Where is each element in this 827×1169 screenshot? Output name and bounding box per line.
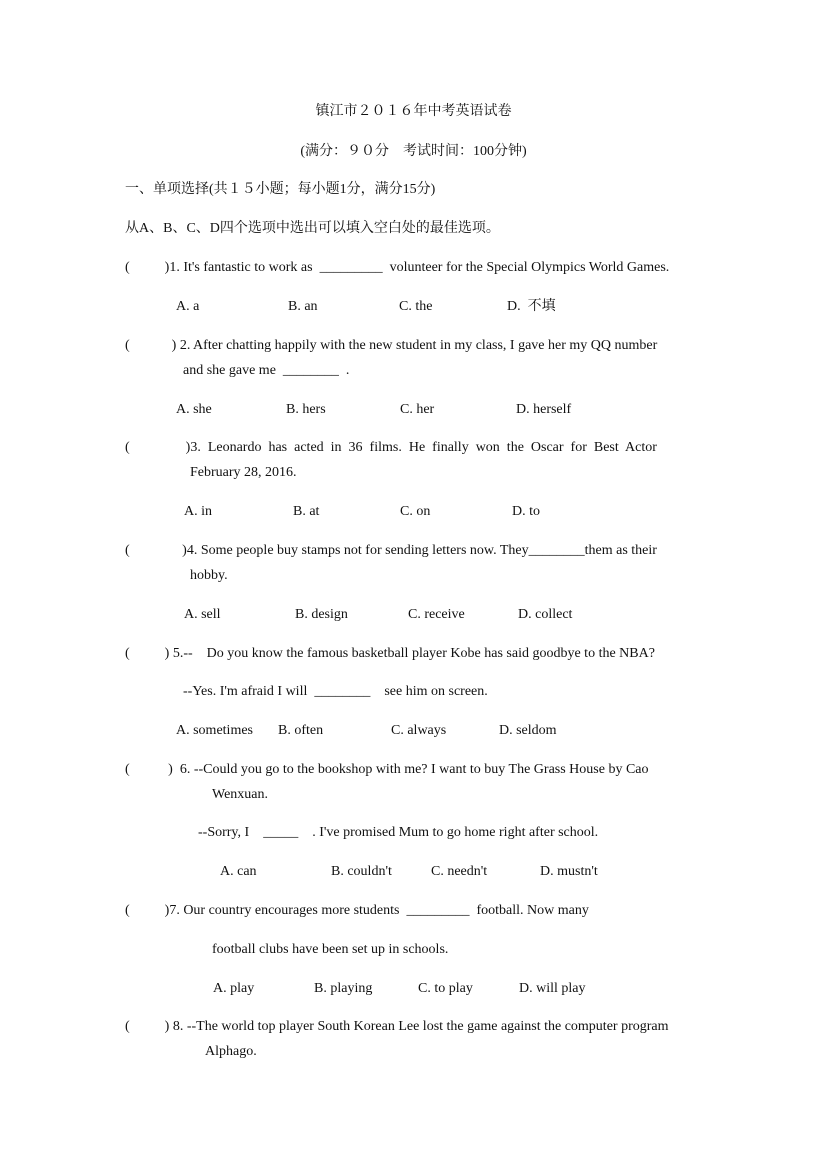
question-2-option-b: B. hers — [286, 402, 326, 417]
question-7-stem-cont: football clubs have been set up in schools. — [212, 942, 449, 957]
question-4-option-c: C. receive — [408, 607, 465, 622]
question-8-stem-cont: Alphago. — [205, 1044, 257, 1059]
question-1-stem: ( )1. It's fantastic to work as _________ volunteer for the Special Olympics World Games. — [125, 260, 670, 275]
question-3-stem-cont: February 28, 2016. — [190, 465, 297, 480]
page-title: 镇江市２０１６年中考英语试卷 — [315, 104, 512, 119]
question-7-stem: ( )7. Our country encourages more students _________ football. Now many — [125, 903, 589, 918]
question-6-option-c: C. needn't — [431, 864, 488, 879]
question-3-option-a: A. in — [184, 504, 212, 519]
question-6-option-a: A. can — [220, 864, 257, 879]
question-6-stem: ( ) 6. --Could you go to the bookshop with me? I want to buy The Grass House by Cao — [125, 762, 649, 777]
exam-info: (满分：９０分 考试时间：100分钟) — [300, 144, 527, 159]
question-5-reply: --Yes. I'm afraid I will ________ see him on screen. — [183, 684, 488, 699]
question-3-option-c: C. on — [400, 504, 431, 519]
question-7-option-c: C. to play — [418, 981, 473, 996]
section-instruction: 从A、B、C、D四个选项中选出可以填入空白处的最佳选项。 — [125, 221, 500, 236]
question-3-stem: ( )3. Leonardo has acted in 36 films. He finally won the Oscar for Best Actor — [125, 440, 657, 455]
question-1-option-d: D. 不填 — [507, 299, 556, 314]
question-6-reply: --Sorry, I _____ . I've promised Mum to go home right after school. — [198, 825, 599, 840]
question-7-option-a: A. play — [213, 981, 255, 996]
question-2-option-d: D. herself — [516, 402, 572, 417]
question-2-stem-cont: and she gave me ________ . — [183, 363, 350, 378]
question-6-option-d: D. mustn't — [540, 864, 598, 879]
question-6-option-b: B. couldn't — [331, 864, 392, 879]
question-3-option-d: D. to — [512, 504, 540, 519]
question-4-option-b: B. design — [295, 607, 348, 622]
question-4-stem-cont: hobby. — [190, 568, 228, 583]
question-1-option-a: A. a — [176, 299, 200, 314]
question-2-option-a: A. she — [176, 402, 212, 417]
question-5-stem: ( ) 5.-- Do you know the famous basketball player Kobe has said goodbye to the NBA? — [125, 646, 655, 661]
question-6-stem-cont: Wenxuan. — [212, 787, 269, 802]
question-4-stem: ( )4. Some people buy stamps not for sending letters now. They________them as their — [125, 543, 657, 558]
question-5-option-d: D. seldom — [499, 723, 557, 738]
question-2-option-c: C. her — [400, 402, 435, 417]
question-7-option-b: B. playing — [314, 981, 373, 996]
section-heading: 一、单项选择(共１５小题；每小题1分，满分15分) — [125, 182, 436, 197]
question-2-stem: ( ) 2. After chatting happily with the new student in my class, I gave her my QQ number — [125, 338, 658, 353]
question-1-option-c: C. the — [399, 299, 433, 314]
question-4-option-d: D. collect — [518, 607, 573, 622]
question-5-option-a: A. sometimes — [176, 723, 253, 738]
question-7-option-d: D. will play — [519, 981, 586, 996]
question-4-option-a: A. sell — [184, 607, 221, 622]
question-1-option-b: B. an — [288, 299, 318, 314]
question-8-stem: ( ) 8. --The world top player South Korean Lee lost the game against the computer program — [125, 1019, 669, 1034]
question-5-option-c: C. always — [391, 723, 447, 738]
question-5-option-b: B. often — [278, 723, 324, 738]
question-3-option-b: B. at — [293, 504, 320, 519]
